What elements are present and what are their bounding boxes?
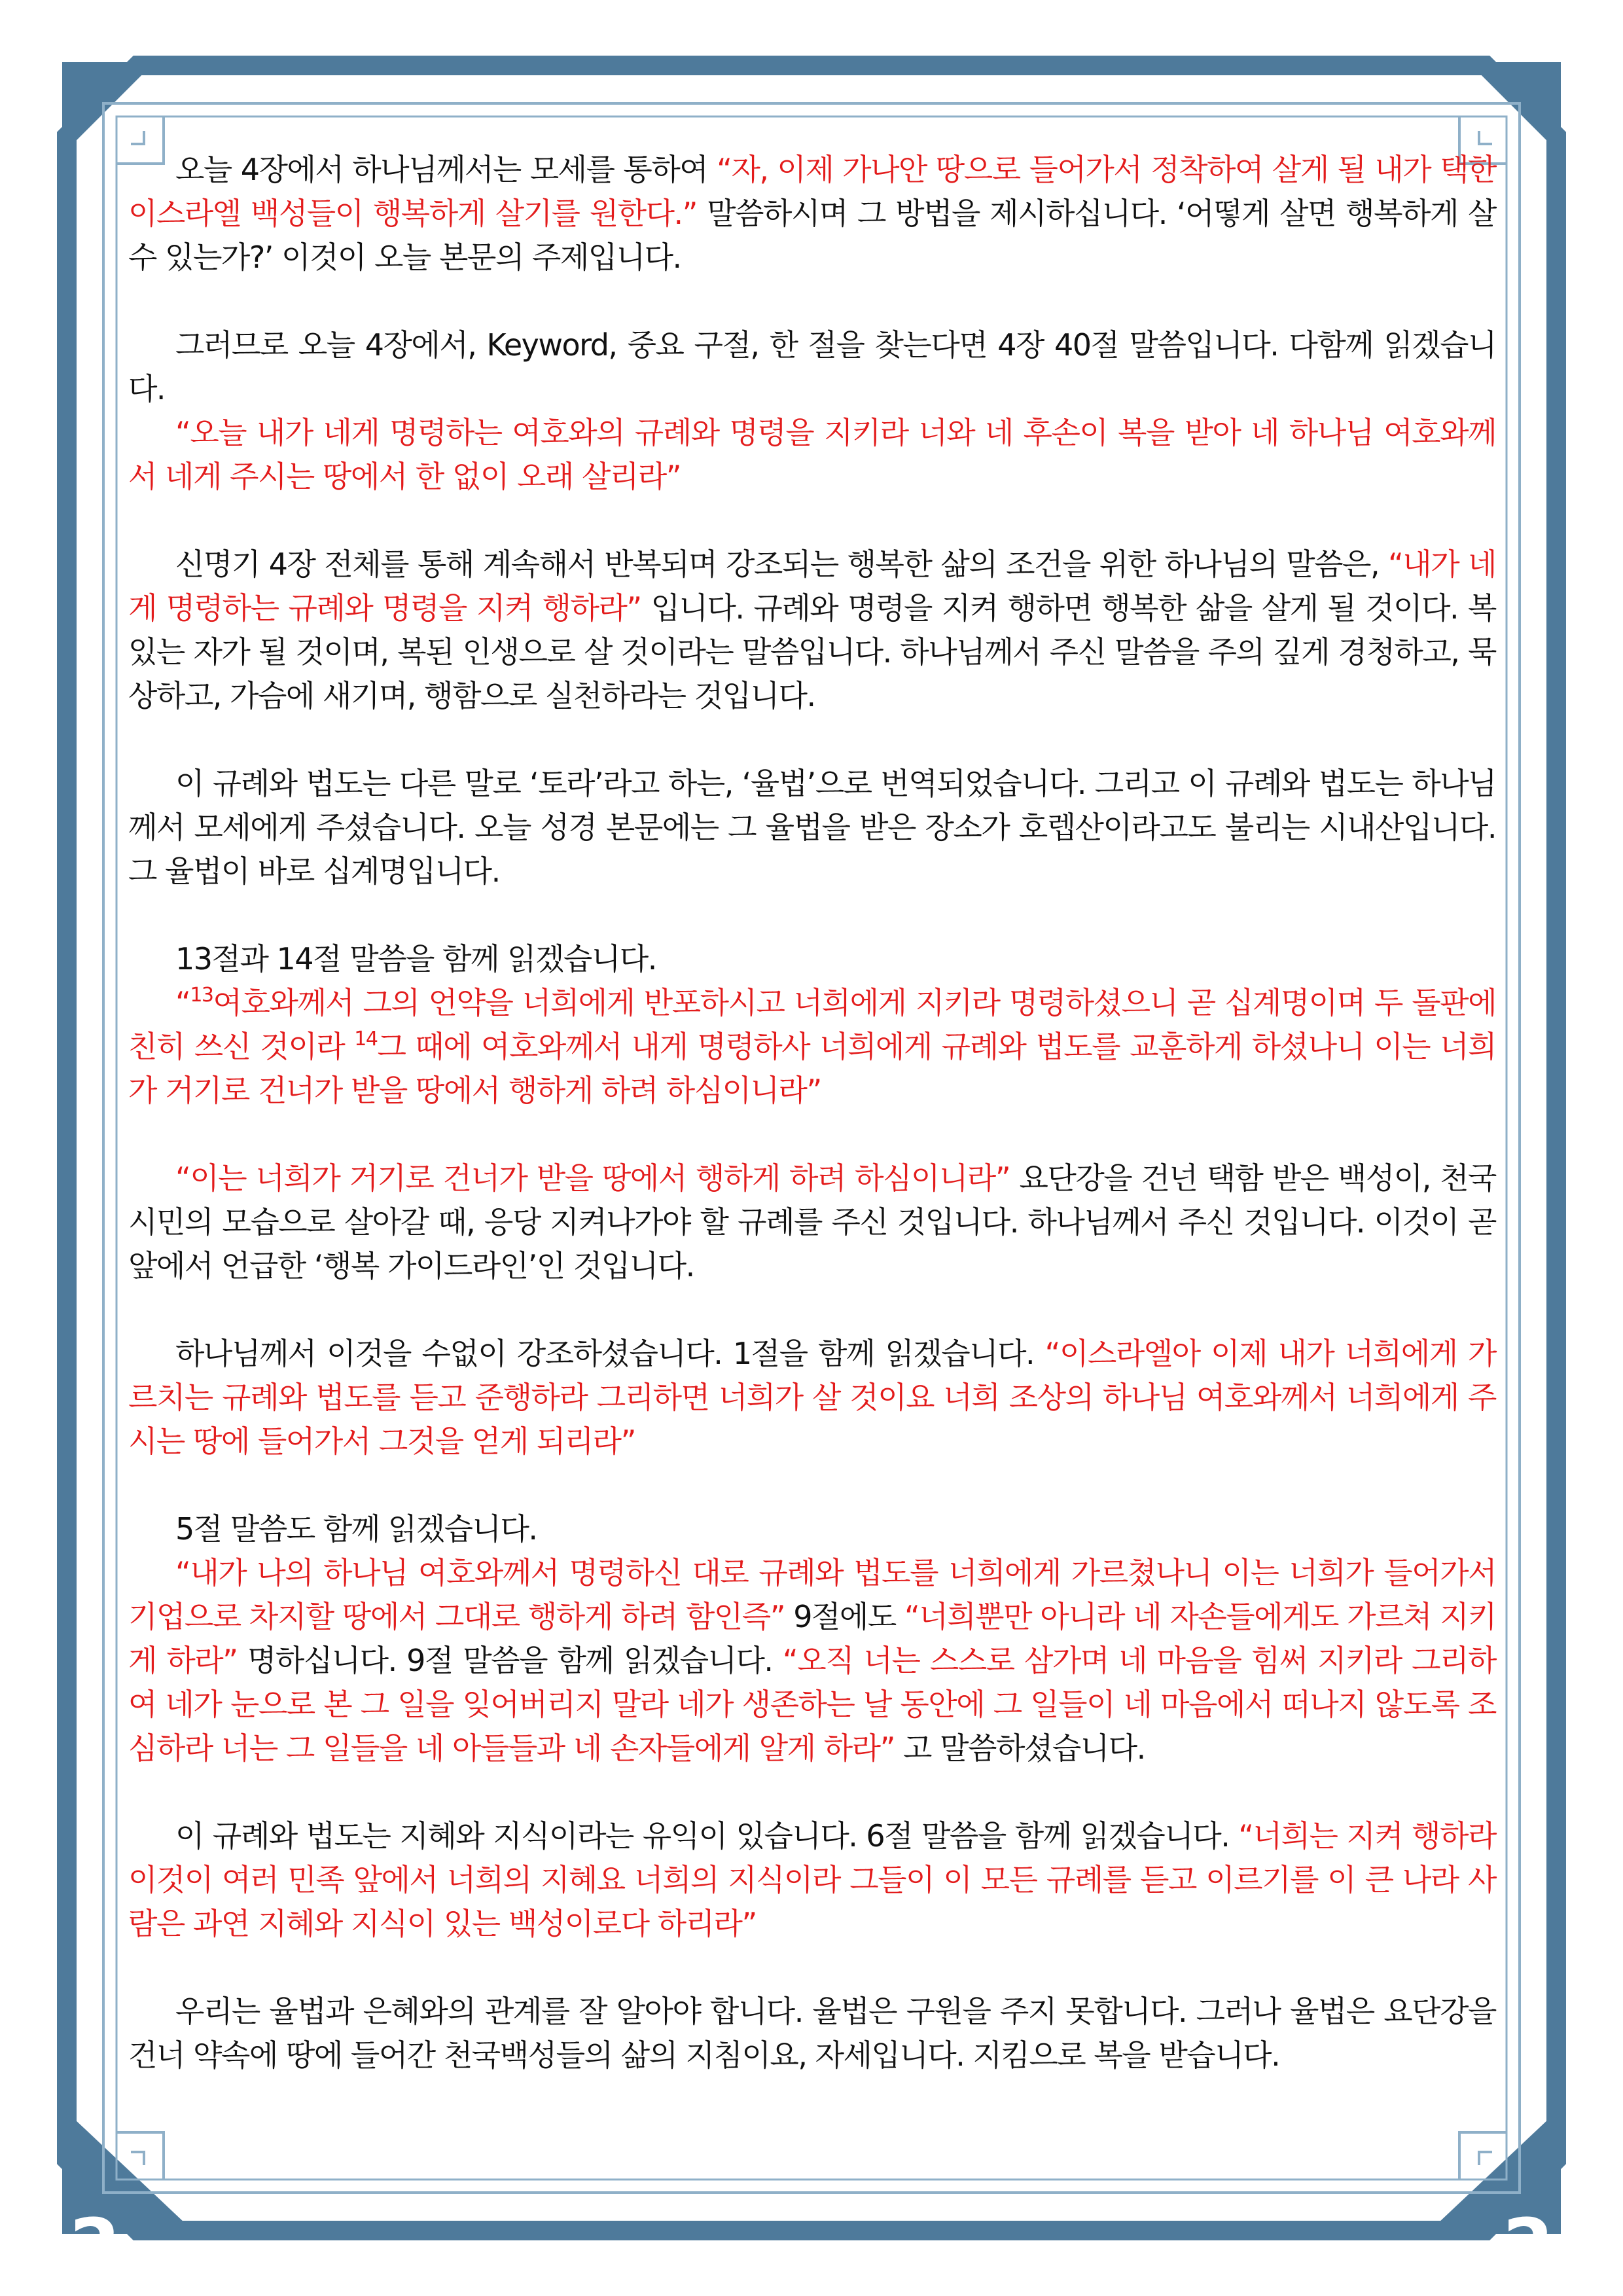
paragraph-text: 13절과 14절 말씀을 함께 읽겠습니다. (175, 941, 656, 977)
verse-number: 14 (354, 1028, 378, 1050)
text-run: 9절에도 (785, 1599, 904, 1634)
paragraph-text: 5절 말씀도 함께 읽겠습니다. (175, 1511, 537, 1547)
text-run: 입니다. 규례와 명령을 지켜 행하면 행복한 삶을 살게 될 것이다. 복 있는 자가 될 것이며, 복된 인생으로 살 것이라는 말씀입니다. 하나님께서 주신 말씀을 주의 깊게 경청하고, 묵상하고, 가슴에 새기며, 행함으로 실천하라는 것입니다. (128, 590, 1496, 713)
text-run: 이 규례와 법도는 지혜와 지식이라는 유익이 있습니다. 6절 말씀을 함께 읽겠습니다. (175, 1818, 1239, 1854)
verse-number: 13 (190, 984, 213, 1007)
paragraph-2 (128, 323, 1496, 499)
scripture-quote: “너희뿐만 아니라 네 자손들에게도 가르쳐 지키게 하라” (128, 1599, 1496, 1678)
text-run: 하나님께서 이것을 수없이 강조하셨습니다. 1절을 함께 읽겠습니다. (175, 1336, 1045, 1371)
scripture-quote: “오늘 내가 네게 명령하는 여호와의 규례와 명령을 지키라 너와 네 후손이 복을 받아 네 하나님 여호와께서 네게 주시는 땅에서 한 없이 오래 살리라” (128, 415, 1496, 494)
text-run: 요단강을 건넌 택함 받은 백성이, 천국 시민의 모습으로 살아갈 때, 응당 지켜나가야 할 규례를 주신 것입니다. 하나님께서 주신 것입니다. 이것이 곧 앞에서 언급한 ‘행복 가이드라인’인 것입니다. (128, 1160, 1496, 1283)
page-number-right: 2 (1503, 2204, 1554, 2289)
sermon-body (128, 148, 1496, 2121)
scripture-quote: “이스라엘아 이제 내가 너희에게 가르치는 규례와 법도를 듣고 준행하라 그리하면 너희가 살 것이요 너희 조상의 하나님 여호와께서 너희에게 주시는 땅에 들어가서 그것을 얻게 되리라” (128, 1336, 1496, 1459)
scripture-quote: “너희는 지켜 행하라 이것이 여러 민족 앞에서 너희의 지혜요 너희의 지식이라 그들이 이 모든 규례를 듣고 이르기를 이 큰 나라 사람은 과연 지혜와 지식이 있는 백성이로다 하리라” (128, 1818, 1496, 1941)
scripture-quote: “오직 너는 스스로 삼가며 네 마음을 힘써 지키라 그리하여 네가 눈으로 본 그 일을 잊어버리지 말라 네가 생존하는 날 동안에 그 일들이 네 마음에서 떠나지 않도록 조심하라 너는 그 일들을 네 아들들과 네 손자들에게 알게 하라” (128, 1643, 1496, 1766)
paragraph-7 (128, 1332, 1496, 1463)
text-run: 고 말씀하셨습니다. (894, 1731, 1145, 1766)
scripture-quote: “내가 나의 하나님 여호와께서 명령하신 대로 규례와 법도를 너희에게 가르쳤나니 이는 너희가 들어가서 기업으로 차지할 땅에서 그대로 행하게 하려 함인즉” (128, 1555, 1496, 1634)
paragraph-1 (128, 148, 1496, 279)
paragraph-3 (128, 543, 1496, 718)
paragraph-10 (128, 1990, 1496, 2077)
text-run: 이 규례와 법도는 다른 말로 ‘토라’라고 하는, ‘율법’으로 번역되었습니다. 그리고 이 규례와 법도는 하나님께서 모세에게 주셨습니다. 오늘 성경 본문에는 그 율법을 받은 장소가 호렙산이라고도 불리는 시내산입니다. 그 율법이 바로 십계명입니다. (128, 766, 1496, 889)
paragraph-5 (128, 937, 1496, 1113)
paragraph-6 (128, 1157, 1496, 1288)
scripture-quote: “이는 너희가 거기로 건너가 받을 땅에서 행하게 하려 하심이니라” (175, 1160, 1010, 1196)
paragraph-8 (128, 1507, 1496, 1770)
text-run: 신명기 4장 전체를 통해 계속해서 반복되며 강조되는 행복한 삶의 조건을 위한 하나님의 말씀은, (175, 547, 1388, 582)
paragraph-9 (128, 1814, 1496, 1946)
verse-text: 여호와께서 그의 언약을 너희에게 반포하시고 너희에게 지키라 명령하셨으니 곧 십계명이며 두 돌판에 친히 쓰신 것이라 (128, 985, 1496, 1064)
verse-text: 그 때에 여호와께서 내게 명령하사 너희에게 규례와 법도를 교훈하게 하셨나니 이는 너희가 거기로 건너가 받을 땅에서 행하게 하려 하심이니라” (128, 1029, 1496, 1108)
scripture-block (128, 1551, 1496, 1770)
page-number-left: 2 (69, 2204, 120, 2289)
text-run: 우리는 율법과 은혜와의 관계를 잘 알아야 합니다. 율법은 구원을 주지 못합니다. 그러나 율법은 요단강을 건너 약속에 땅에 들어간 천국백성들의 삶의 지침이요, 자세입니다. 지킴으로 복을 받습니다. (128, 1994, 1496, 2073)
scripture-quote: “내가 네게 명령하는 규례와 명령을 지켜 행하라” (128, 547, 1496, 626)
paragraph-4 (128, 762, 1496, 893)
text-run: 오늘 4장에서 하나님께서는 모세를 통하여 (175, 152, 717, 187)
quote-mark: “ (175, 985, 190, 1020)
scripture-quote (128, 981, 1496, 1113)
paragraph-text: 그러므로 오늘 4장에서, Keyword, 중요 구절, 한 절을 찾는다면 4장 40절 말씀입니다. 다함께 읽겠습니다. (128, 327, 1496, 406)
text-run: 말씀하시며 그 방법을 제시하십니다. ‘어떻게 살면 행복하게 살 수 있는가?’ 이것이 오늘 본문의 주제입니다. (128, 196, 1496, 275)
text-run: 명하십니다. 9절 말씀을 함께 읽겠습니다. (237, 1643, 783, 1678)
scripture-quote: “자, 이제 가나안 땅으로 들어가서 정착하여 살게 될 내가 택한 이스라엘 백성들이 행복하게 살기를 원한다.” (128, 152, 1496, 231)
